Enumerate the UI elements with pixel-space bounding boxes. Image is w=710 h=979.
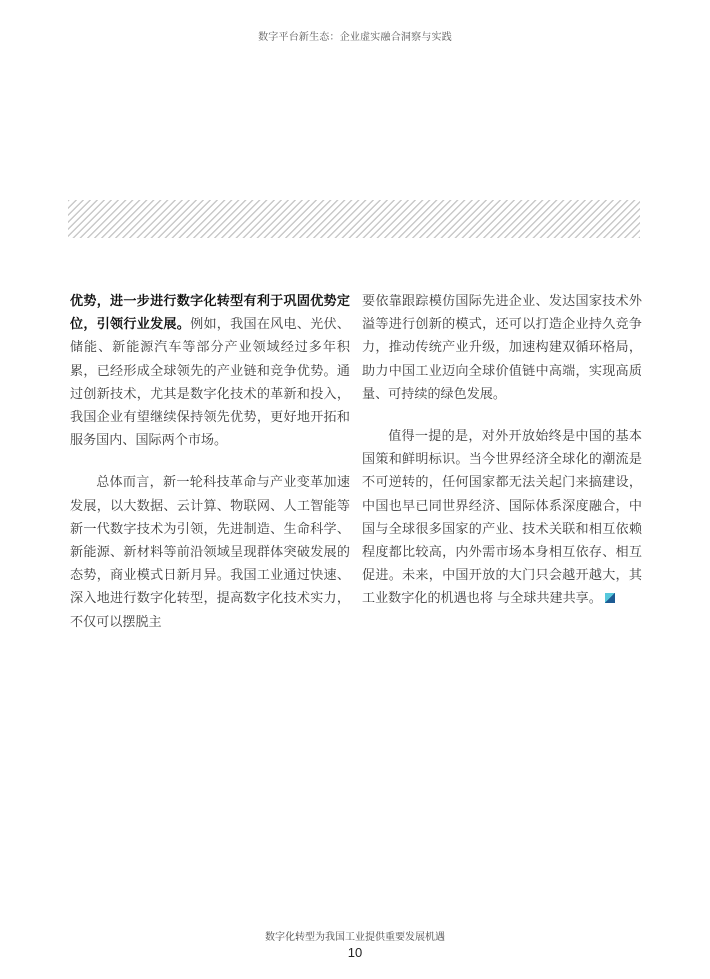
decorative-hatch-band	[68, 200, 640, 238]
paragraph-text: 例如，我国在风电、光伏、储能、新能源汽车等部分产业领域经过多年积累，已经形成全球领先的产业链和竞争优势。通过创新技术，尤其是数字化技术的革新和投入，我国企业有望继续保持领先优势，更好地开拓和服务国内、国际两个市场。	[70, 317, 351, 449]
page-number: 10	[347, 945, 363, 960]
right-paragraph-1: 要依靠跟踪模仿国际先进企业、发达国家技术外溢等进行创新的模式，还可以打造企业持久竞争力，推动传统产业升级，加速构建双循环格局，助力中国工业迈向全球价值链中高端，实现高质量、可持续的绿色发展。	[362, 294, 642, 402]
left-column	[70, 290, 350, 634]
right-column	[362, 290, 642, 611]
running-header: 数字平台新生态：企业虚实融合洞察与实践	[258, 32, 452, 43]
footer-section-title: 数字化转型为我国工业提供重要发展机遇	[265, 932, 445, 943]
bold-lead-text: 优势，进一步进行数字化转型有利于巩固优势定位，引领行业发展。	[70, 294, 350, 333]
right-paragraph-2	[362, 425, 642, 611]
end-of-article-icon	[605, 593, 615, 603]
left-paragraph-1	[70, 290, 350, 452]
left-paragraph-2: 总体而言，新一轮科技革命与产业变革加速发展，以大数据、云计算、物联网、人工智能等新一代数字技术为引领，先进制造、生命科学、新能源、新材料等前沿领域呈现群体突破发展的态势，商业模式日新月异。我国工业通过快速、深入地进行数字化转型，提高数字化技术实力，不仅可以摆脱主	[70, 475, 350, 630]
paragraph-text: 值得一提的是，对外开放始终是中国的基本国策和鲜明标识。当今世界经济全球化的潮流是不可逆转的，任何国家都无法关起门来搞建设，中国也早已同世界经济、国际体系深度融合，中国与全球很多国家的产业、技术关联和相互依赖程度都比较高，内外需市场本身相互依存、相互促进。未来，中国开放的大门只会越开越大，其工业数字化的机遇也将 与全球共建共享。	[362, 429, 642, 607]
